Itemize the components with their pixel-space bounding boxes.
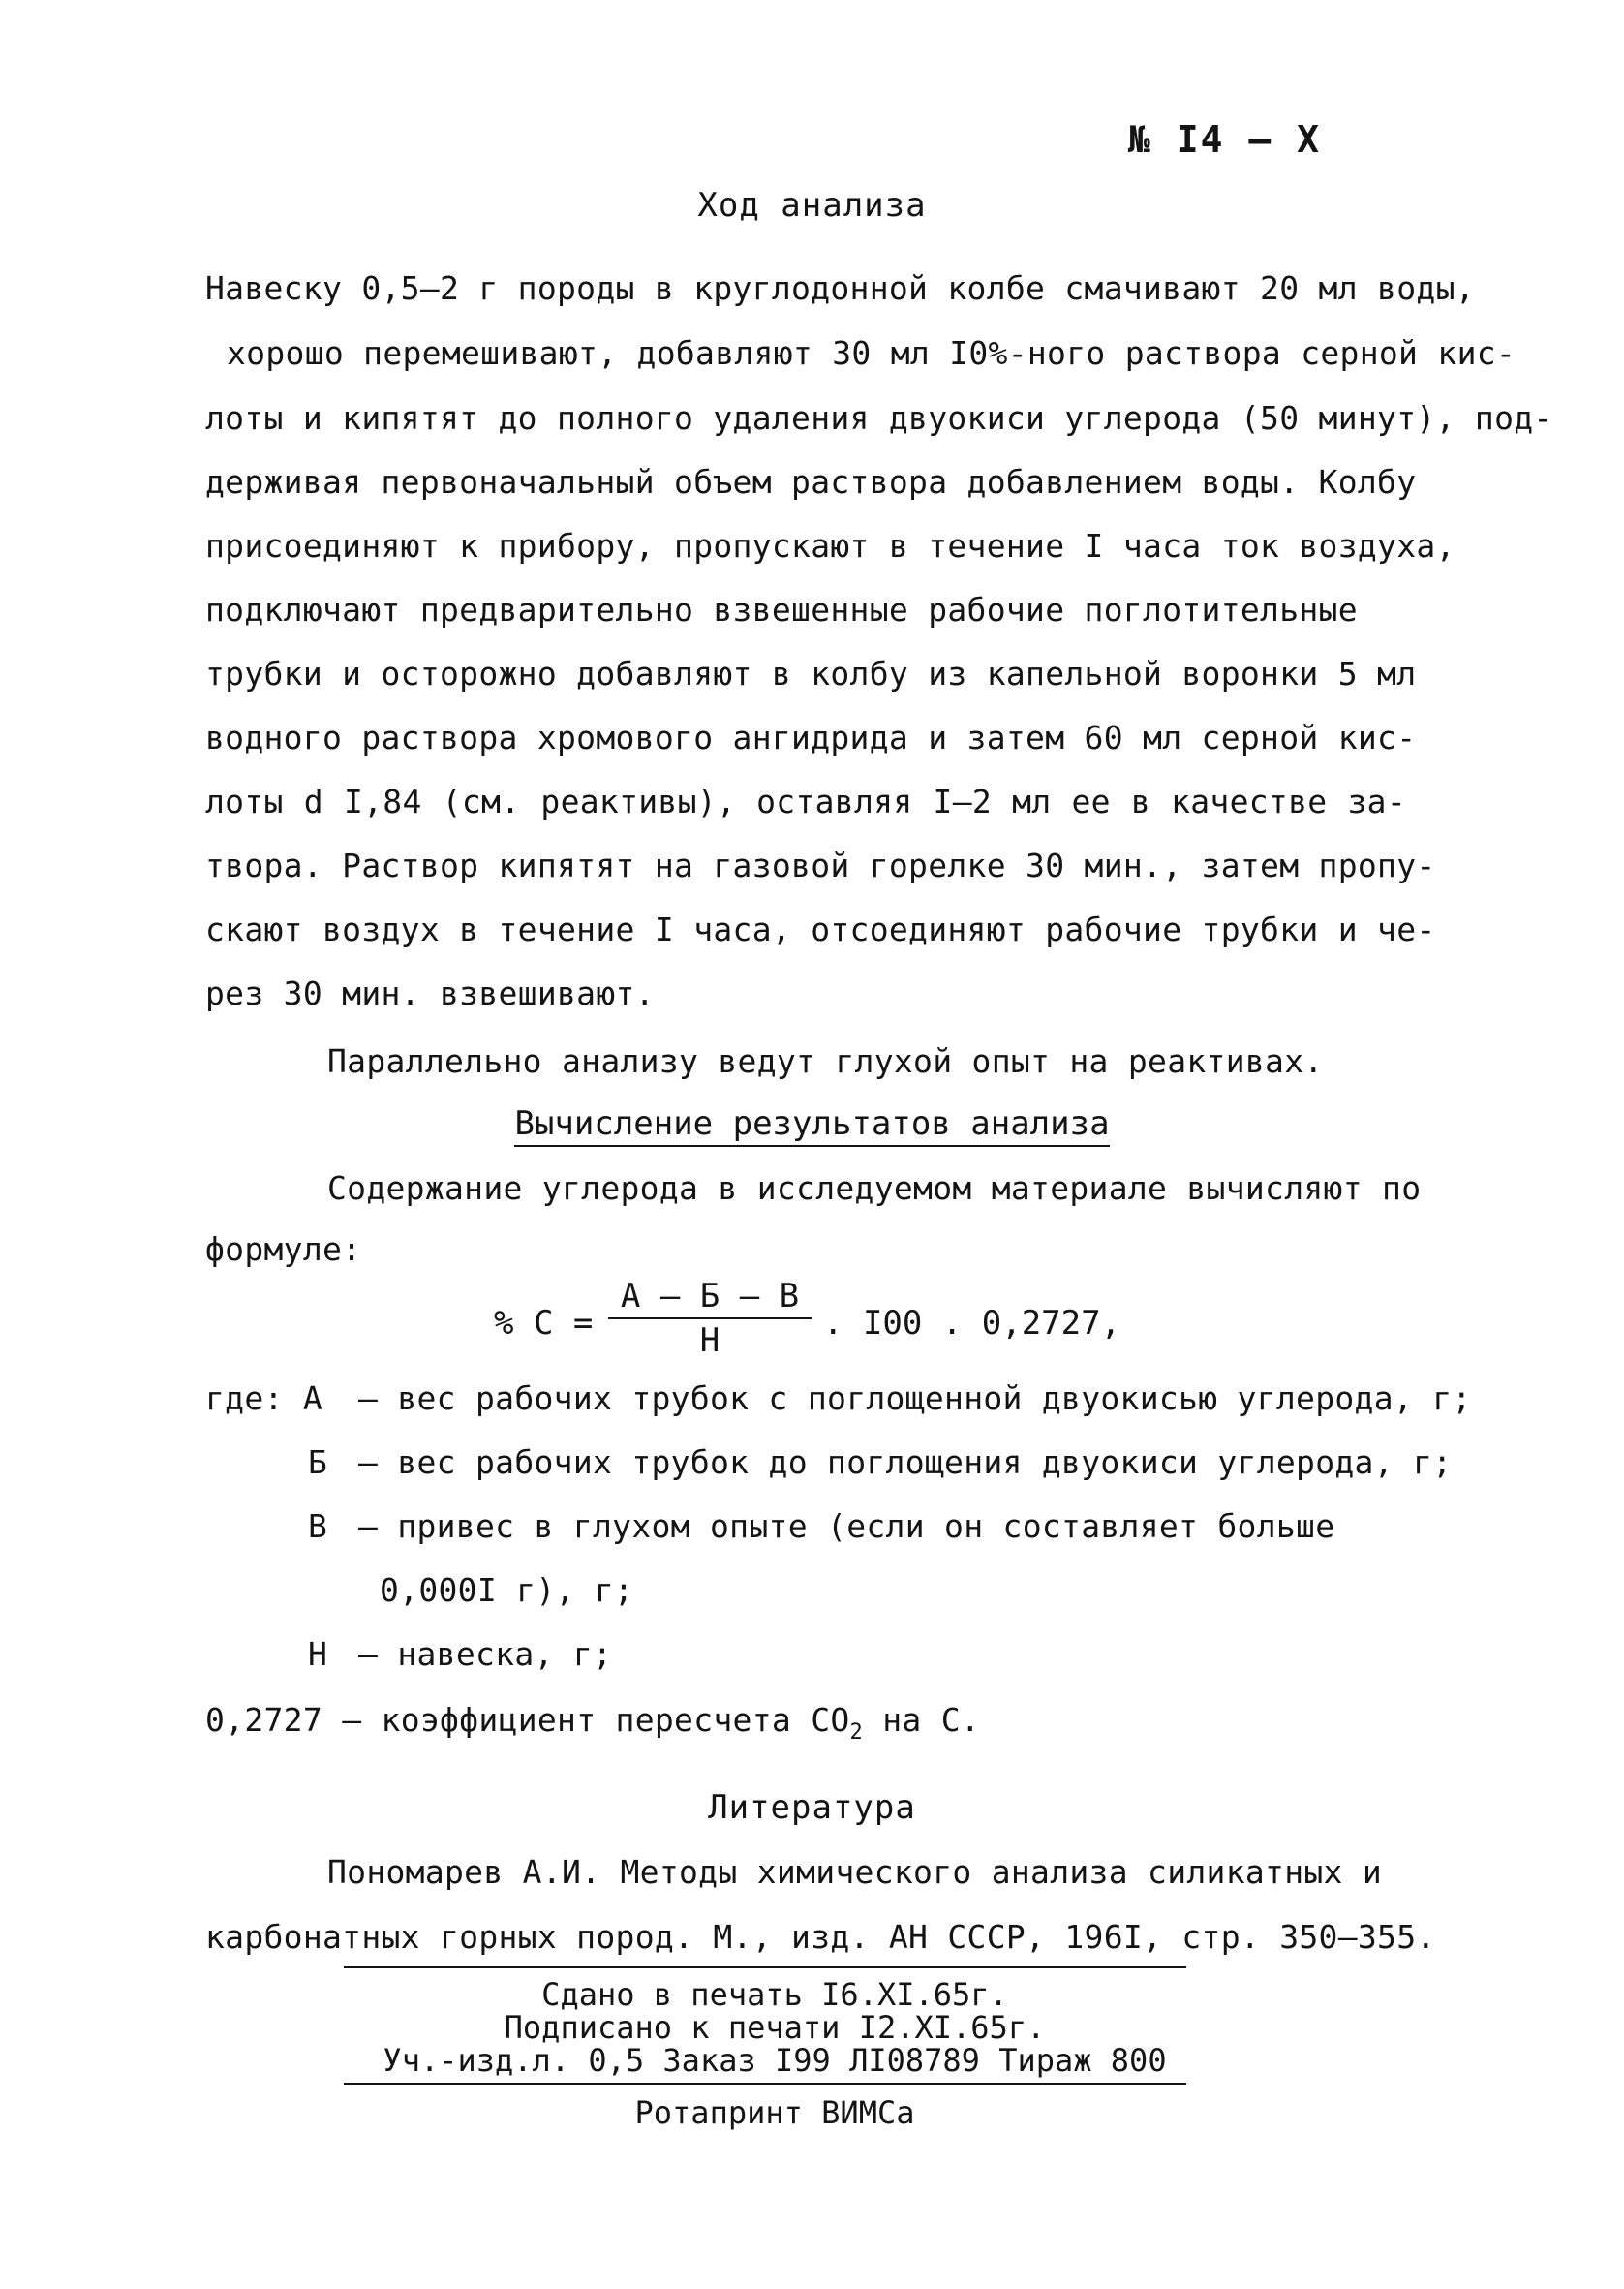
paragraph-line: рез 30 мин. взвешивают. (205, 974, 655, 1012)
paragraph-line: лоты d I,84 (см. реактивы), оставляя I–2 мл ее в качестве за- (205, 783, 1406, 820)
where-item-b-text: – вес рабочих трубок до поглощения двуокиси углерода, г; (358, 1443, 1453, 1481)
where-item-v-cont: 0,000I г), г; (380, 1571, 634, 1609)
coefficient-line (205, 1701, 980, 1745)
colophon-rule-top (344, 1966, 1186, 1968)
reference-line: карбонатных горных пород. М., изд. АН СССР, 196I, стр. 350–355. (205, 1918, 1436, 1956)
paragraph-line: Навеску 0,5–2 г породы в круглодонной колбе смачивают 20 мл воды, (205, 269, 1475, 307)
formula-numerator: А – Б – В (608, 1277, 812, 1319)
colophon-submitted: Сдано в печать I6.XI.65г. (541, 1976, 1008, 2013)
reference-line: Пономарев А.И. Методы химического анализа силикатных и (327, 1853, 1383, 1891)
where-item-v-lead: В (308, 1507, 328, 1545)
formula-lhs: % C = (494, 1304, 594, 1343)
section-title-analysis: Ход анализа (697, 186, 927, 225)
paragraph-line: подключают предварительно взвешенные рабочие поглотительные (205, 591, 1358, 629)
blank-test-note: Параллельно анализу ведут глухой опыт на реактивах. (327, 1042, 1324, 1080)
where-item-n-lead: Н (308, 1635, 328, 1673)
where-item-v-text: – привес в глухом опыте (если он составляет больше (358, 1507, 1335, 1545)
paragraph-line: присоединяют к прибору, пропускают в течение I часа ток воздуха, (205, 527, 1455, 565)
document-number: № I4 – X (1128, 118, 1322, 161)
where-item-a-text: – вес рабочих трубок с поглощенной двуокисью углерода, г; (358, 1379, 1472, 1417)
paragraph-line: лоты и кипятят до полного удаления двуокиси углерода (50 минут), под- (205, 399, 1553, 437)
calc-intro: Содержание углерода в исследуемом материале вычисляют по (327, 1169, 1422, 1207)
coefficient-subscript: 2 (849, 1720, 864, 1745)
section-title-literature: Литература (708, 1788, 916, 1827)
paragraph-line: водного раствора хромового ангидрида и затем 60 мл серной кис- (205, 719, 1417, 757)
section-title-calculation-text: Вычисление результатов анализа (514, 1104, 1109, 1147)
coefficient-text-end: на С. (863, 1701, 981, 1739)
formula-rhs: . I00 . 0,2727, (823, 1304, 1121, 1343)
colophon-print-details: Уч.-изд.л. 0,5 Заказ I99 ЛI08789 Тираж 800 (383, 2042, 1167, 2079)
where-item-a-lead: где: А (205, 1379, 323, 1417)
paragraph-line: держивая первоначальный объем раствора добавлением воды. Колбу (205, 463, 1417, 501)
calc-intro-end: формуле: (205, 1230, 362, 1268)
formula-fraction (608, 1277, 812, 1360)
formula-denominator: Н (699, 1321, 720, 1360)
coefficient-value: 0,2727 (205, 1701, 323, 1739)
coefficient-text: – коэффициент пересчета CO (342, 1701, 850, 1739)
paragraph-line: трубки и осторожно добавляют в колбу из капельной воронки 5 мл (205, 655, 1417, 693)
where-item-b-lead: Б (308, 1443, 328, 1481)
paragraph-line: твора. Раствор кипятят на газовой горелке 30 мин., затем пропу- (205, 847, 1436, 884)
colophon-printer: Ротапринт ВИМСа (634, 2094, 915, 2131)
where-item-n-text: – навеска, г; (358, 1635, 613, 1673)
section-title-calculation (0, 1104, 1624, 1143)
colophon-rule-bottom (344, 2083, 1186, 2085)
colophon-signed: Подписано к печати I2.XI.65г. (504, 2009, 1046, 2046)
paragraph-line: скают воздух в течение I часа, отсоединяют рабочие трубки и че- (205, 911, 1436, 948)
paragraph-line: хорошо перемешивают, добавляют 30 мл I0%-ного раствора серной кис- (227, 334, 1517, 372)
